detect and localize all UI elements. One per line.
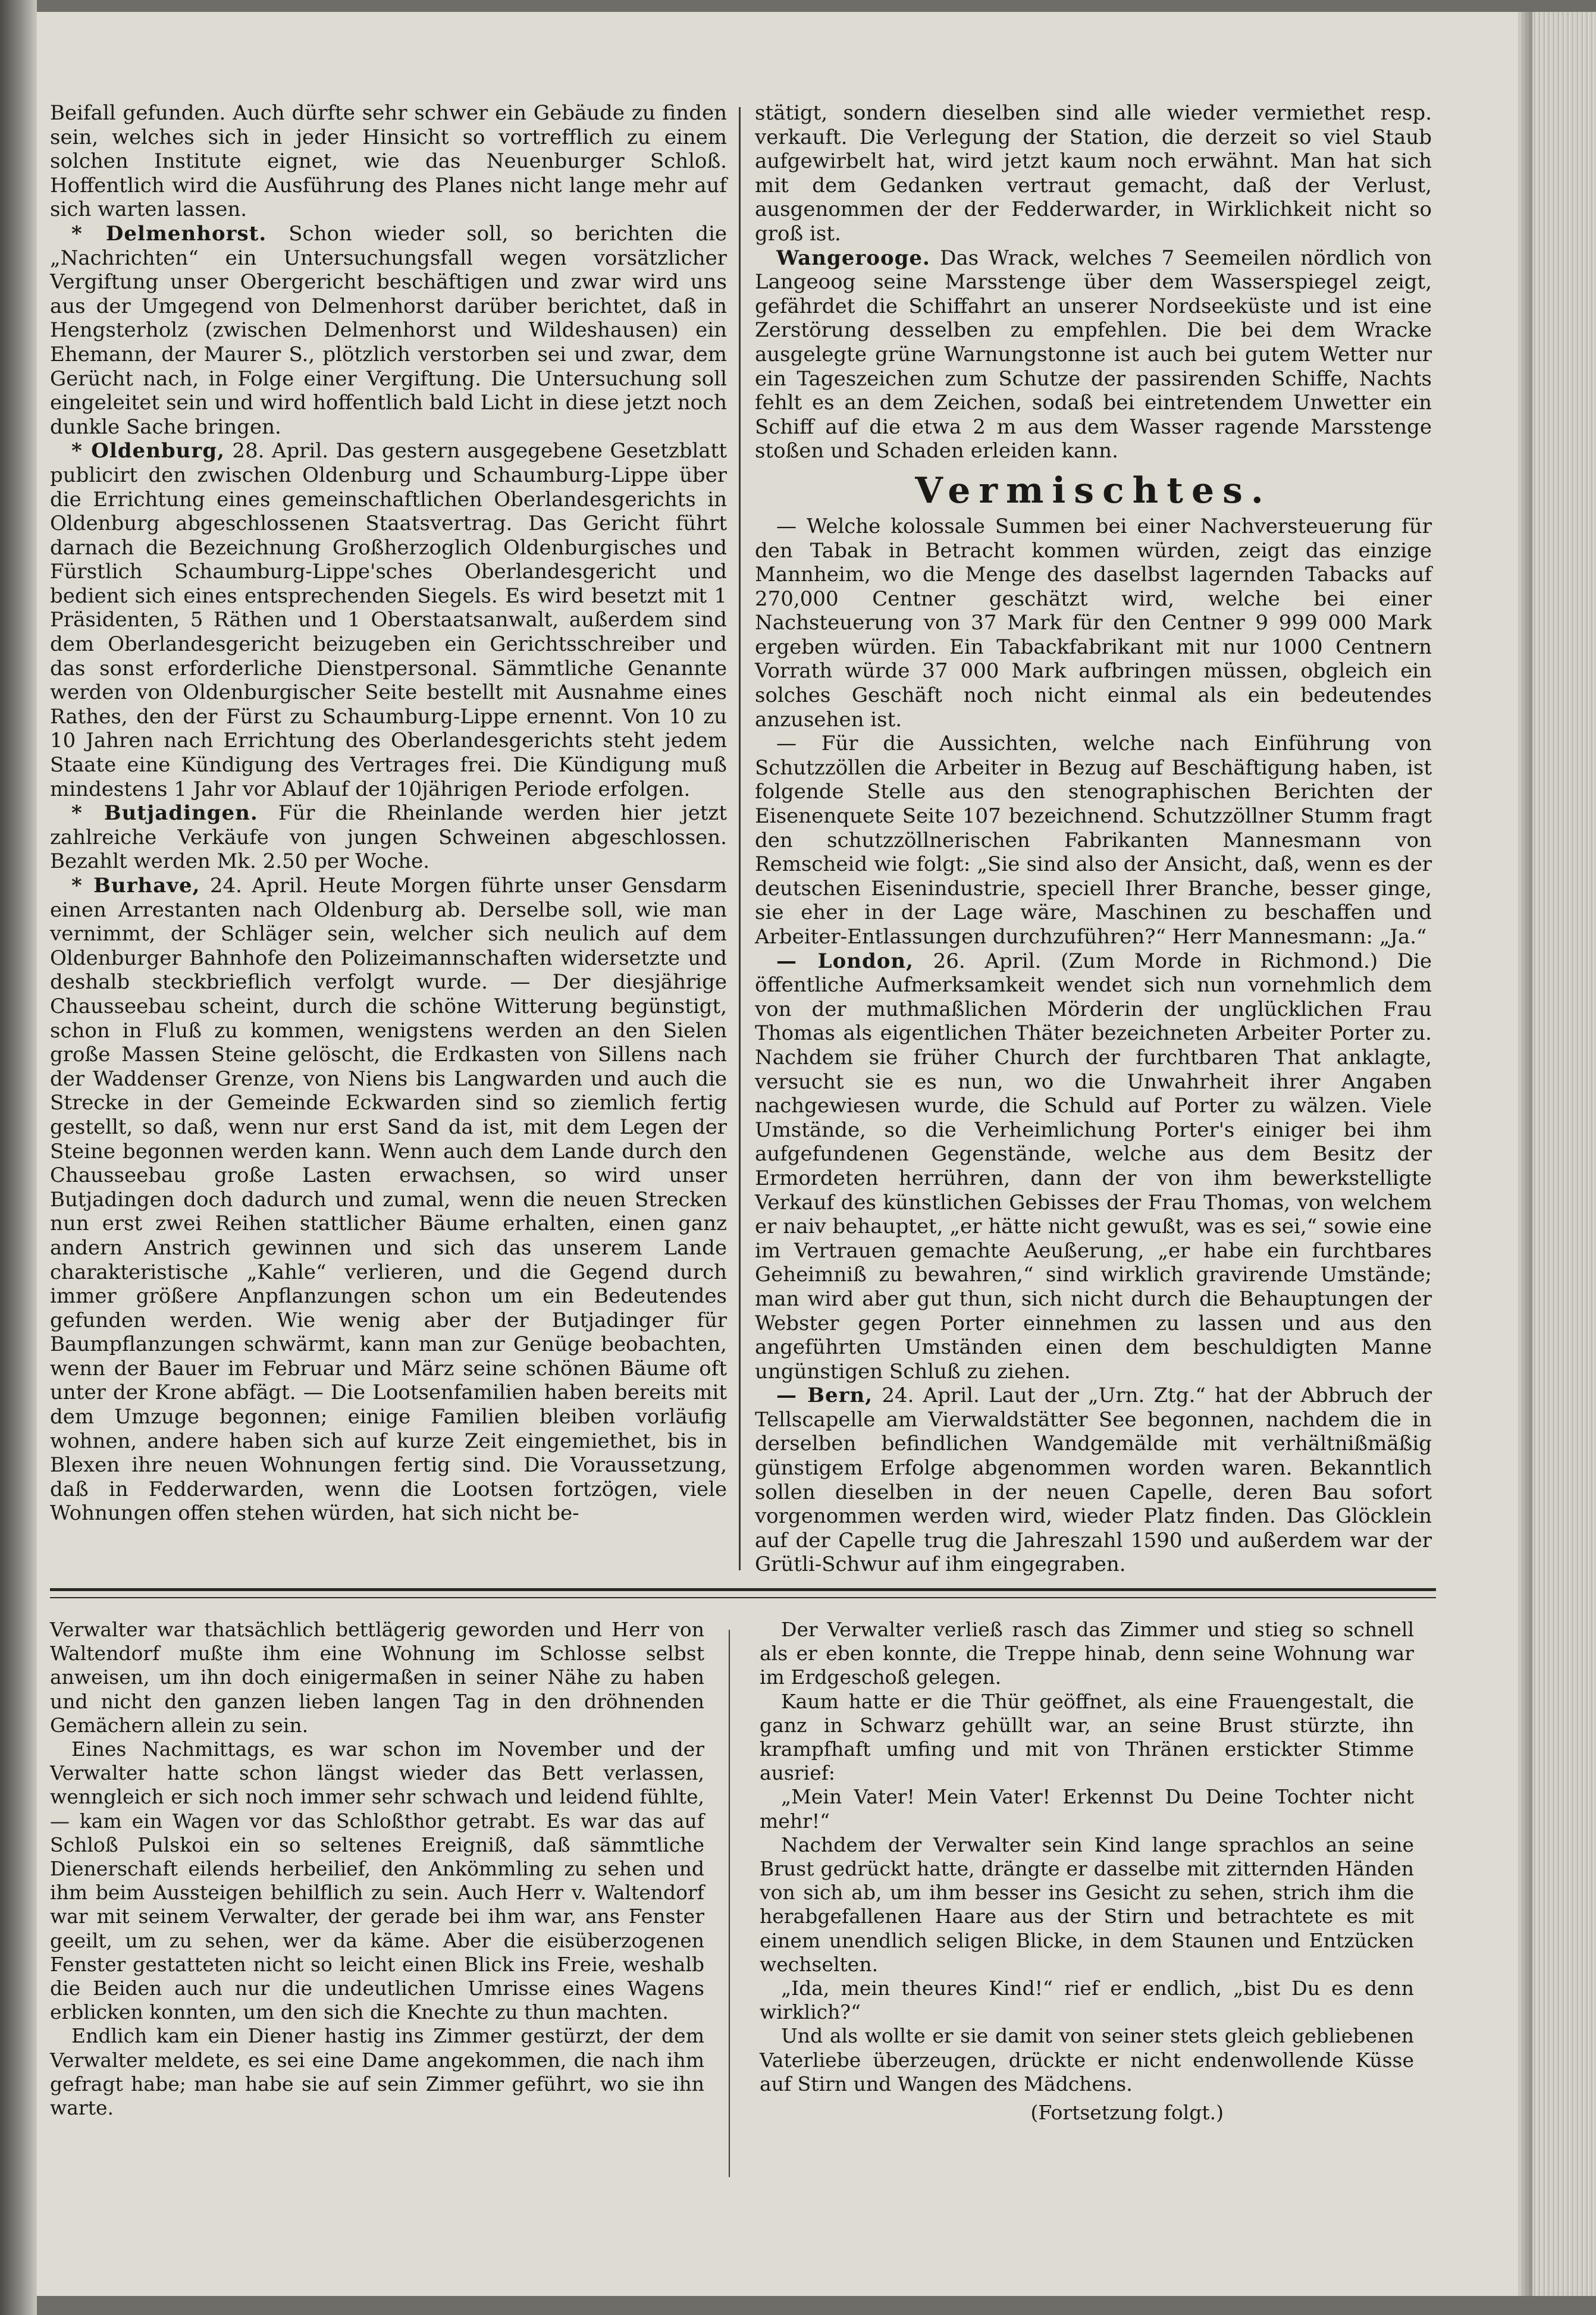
right-news-column	[755, 101, 1432, 1577]
feuilleton-column-divider	[729, 1630, 730, 2177]
feuilleton-paragraph: Und als wollte er sie damit von seiner stets gleich gebliebenen Vaterliebe überzeugen, drückte er nicht endenwollende Küsse auf Stirn und Wangen des Mädchens.	[760, 2024, 1414, 2096]
dateline-london: — London,	[776, 949, 914, 973]
article-tabak: — Welche kolossale Summen bei einer Nachversteuerung für den Tabak in Betracht kommen würden, zeigt das einzige Mannheim, wo die Menge des daselbst lagernden Tabacks auf 270,000 Centner geschätzt wird, welche bei einer Nachsteuerung von 37 Mark für den Centner 9 999 000 Mark ergeben würden. Ein Tabackfabrikant mit nur 1000 Centnern Vorrath würde 37 000 Mark aufbringen müssen, obgleich ein solches Geschäft noch nicht einmal als ein bedeutendes anzusehen ist.	[755, 514, 1432, 732]
article-continuation-right: stätigt, sondern dieselben sind alle wieder vermiethet resp. verkauft. Die Verlegung der Station, die derzeit so viel Staub aufgewirbelt hat, wird jetzt kaum noch erwähnt. Man hat sich mit dem Gedanken vertraut gemacht, daß der Verlust, ausgenommen der der Fedderwarder, in Wirklichkeit nicht so groß ist.	[755, 101, 1432, 246]
feuilleton-paragraph: Endlich kam ein Diener hastig ins Zimmer gestürzt, der dem Verwalter meldete, es sei eine Dame angekommen, die nach ihm gefragt habe; man habe sie auf sein Zimmer geführt, wo sie ihn warte.	[50, 2024, 704, 2120]
article-bern-text: 24. April. Laut der „Urn. Ztg.“ hat der Abbruch der Tellscapelle am Vierwaldstätter See begonnen, nachdem die in derselben befindlichen Wandgemälde mit verhältnißmäßig günstigem Erfolge abgenommen worden waren. Bekanntlich sollen dieselben in der neuen Capelle, deren Bau sofort vorgenommen werden wird, wieder Platz finden. Das Glöcklein auf der Capelle trug die Jahreszahl 1590 und außerdem war der Grütli-Schwur auf ihm eingegraben.	[755, 1384, 1432, 1577]
page-edges	[1518, 12, 1596, 2296]
newspaper-page	[37, 12, 1518, 2296]
article-burhave-text: 24. April. Heute Morgen führte unser Gensdarm einen Arrestanten nach Oldenburg ab. Derselbe soll, wie man vernimmt, der Schläger sein, welcher sich neulich auf dem Oldenburger Bahnhofe den Polizeimannschaften widersetzte und deshalb steckbrieflich verfolgt wurde. — Der diesjährige Chausseebau scheint, durch die schöne Witterung begünstigt, schon in Fluß zu kommen, wenigstens werden an den Sielen große Massen Steine gelöscht, die Erdkasten von Sillens nach der Waddenser Grenze, von Niens bis Langwarden und auch die Strecke in der Gemeinde Eckwarden sind so ziemlich fertig gestellt, so daß, wenn nur erst Sand da ist, mit dem Legen der Steine begonnen werden kann. Wenn auch dem Lande durch den Chausseebau große Lasten erwachsen, so wird unser Butjadingen doch dadurch und zumal, wenn die neuen Strecken nun erst zwei Reihen stattlicher Bäume erhalten, einen ganz andern Anstrich gewinnen und sich das unserem Lande charakteristische „Kahle“ verlieren, und die Gegend durch immer größere Anpflanzungen schon um ein Bedeutendes gefunden werden. Wie wenig aber der Butjadinger für Baumpflanzungen schwärmt, kann man zur Genüge beobachten, wenn der Bauer im Februar und März seine schönen Bäume oft unter der Krone abfägt. — Die Lootsenfamilien haben bereits mit dem Umzuge begonnen; einige Familien bleiben vorläufig wohnen, andere haben sich auf kurze Zeit eingemiethet, bis in Blexen ihre neuen Wohnungen fertig sind. Die Voraussetzung, daß in Fedderwarden, wenn die Lootsen fortzögen, viele Wohnungen offen stehen würden, hat sich nicht be-	[50, 874, 728, 1526]
feuilleton-left-column	[50, 1618, 704, 2120]
article-burhave	[50, 874, 727, 1526]
continued-note: (Fortsetzung folgt.)	[1030, 2101, 1224, 2125]
column-divider	[739, 107, 741, 1570]
article-butjadingen	[50, 801, 727, 874]
feuilleton-paragraph: „Ida, mein theures Kind!“ rief er endlich, „bist Du es denn wirklich?“	[760, 1977, 1414, 2024]
article-delmenhorst-text: Schon wieder soll, so berichten die „Nachrichten“ ein Untersuchungsfall wegen vorsätzlicher Vergiftung unser Obergericht beschäftigen und zwar wird uns aus der Umgegend von Delmenhorst darüber berichtet, daß in Hengsterholz (zwischen Delmenhorst und Wildeshausen) ein Ehemann, der Maurer S., plötzlich verstorben sei und zwar, dem Gerücht nach, in Folge einer Vergiftung. Die Untersuchung soll eingeleitet sein und wird hoffentlich bald Licht in diese jetzt noch dunkle Sache bringen.	[50, 221, 727, 439]
feuilleton-paragraph: Kaum hatte er die Thür geöffnet, als eine Frauengestalt, die ganz in Schwarz gehüllt war, an seine Brust stürzte, ihn krampfhaft umfing und mit von Thränen erstickter Stimme ausrief:	[760, 1689, 1414, 1785]
section-title: Vermischtes.	[915, 469, 1272, 512]
feuilleton-paragraph: Nachdem der Verwalter sein Kind lange sprachlos an seine Brust gedrückt hatte, drängte er dasselbe mit zitternden Händen von sich ab, um ihm besser ins Gesicht zu sehen, strich ihm die herabgefallenen Haare aus der Stirn und betrachtete es mit einem unendlich seligen Blicke, in dem Staunen und Entzücken wechselten.	[760, 1833, 1414, 1976]
dateline-burhave: * Burhave,	[71, 874, 200, 898]
article-oldenburg-text: 28. April. Das gestern ausgegebene Gesetzblatt publicirt den zwischen Oldenburg und Schaumburg-Lippe über die Errichtung eines gemeinschaftlichen Oberlandesgerichts in Oldenburg abgeschlossenen Staatsvertrag. Das Gericht führt darnach die Bezeichnung Großherzoglich Oldenburgisches und Fürstlich Schaumburg-Lippe'sches Oberlandesgericht und bedient sich eines entsprechenden Siegels. Es wird besetzt mit 1 Präsidenten, 5 Räthen und 1 Oberstaatsanwalt, außerdem sind dem Oberlandesgericht beizugeben ein Gerichtsschreiber und das sonst erforderliche Dienstpersonal. Sämmtliche Genannte werden von Oldenburgischer Seite bestellt mit Ausnahme eines Rathes, den der Fürst zu Schaumburg-Lippe ernennt. Von 10 zu 10 Jahren nach Errichtung des Oberlandesgerichts steht jedem Staate eine Kündigung des Vertrages frei. Die Kündigung muß mindestens 1 Jahr vor Ablauf der 10jährigen Periode erfolgen.	[50, 439, 728, 801]
article-delmenhorst	[50, 222, 727, 439]
article-continuation: Beifall gefunden. Auch dürfte sehr schwer ein Gebäude zu finden sein, welches sich in jeder Hinsicht so vortrefflich zu einem solchen Institute eignet, wie das Neuenburger Schloß. Hoffentlich wird die Ausführung des Planes nicht lange mehr auf sich warten lassen.	[50, 101, 727, 222]
dateline-wangerooge: Wangerooge.	[776, 246, 930, 270]
book-spine	[0, 0, 37, 2315]
dateline-delmenhorst: * Delmenhorst.	[71, 221, 267, 246]
article-london-text: 26. April. (Zum Morde in Richmond.) Die öffentliche Aufmerksamkeit wendet sich nun vornehmlich dem von der muthmaßlichen Mörderin der unglücklichen Frau Thomas als eigentlichen Thäter bezeichneten Arbeiter Porter zu. Nachdem sie früher Church der furchtbaren That anklagte, versucht sie es nun, wo die Unwahrheit ihrer Angaben nachgewiesen wurde, die Schuld auf Porter zu wälzen. Viele Umstände, so die Verheimlichung Porter's einiger bei ihm aufgefundenen Gegenstände, welche aus dem Besitz der Ermordeten herrühren, dann der von ihm bewerkstelligte Verkauf des künstlichen Gebisses der Frau Thomas, von welchem er naiv behauptet, „er hätte nicht gewußt, was es sei,“ sowie eine im Vertrauen gemachte Aeußerung, „er habe ein furchtbares Geheimniß zu bewahren,“ sind wirklich gravirende Umstände; man wird aber gut thun, sich nicht durch die Behauptungen der Webster gegen Porter einnehmen zu lassen und aus den angeführten Umständen einen dem beschuldigten Manne ungünstigen Schluß zu ziehen.	[755, 949, 1432, 1384]
feuilleton-paragraph: Eines Nachmittags, es war schon im November und der Verwalter hatte schon längst wieder das Bett verlassen, wenngleich er sich noch immer sehr schwach und leidend fühlte, — kam ein Wagen vor das Schloßthor getrabt. Es war das auf Schloß Pulskoi ein so seltenes Ereigniß, daß sämmtliche Dienerschaft eilends herbeilief, den Ankömmling zu sehen und ihm beim Aussteigen behilflich zu sein. Auch Herr v. Waltendorf war mit seinem Verwalter, der gerade bei ihm war, ans Fenster geeilt, um zu sehen, wer da käme. Aber die eisüberzogenen Fenster gestatteten nicht so leicht einen Blick ins Freie, weshalb die Beiden auch nur die undeutlichen Umrisse eines Wagens erblicken konnten, um den sich die Knechte zu thun machten.	[50, 1737, 704, 2024]
dateline-oldenburg: * Oldenburg,	[71, 439, 225, 463]
feuilleton-paragraph: Der Verwalter verließ rasch das Zimmer und stieg so schnell als er eben konnte, die Treppe hinab, denn seine Wohnung war im Erdgeschoß gelegen.	[760, 1618, 1414, 1689]
article-schutzzoll: — Für die Aussichten, welche nach Einführung von Schutzzöllen die Arbeiter in Bezug auf Beschäftigung haben, ist folgende Stelle aus den stenographischen Berichten der Eisenenquete Seite 107 bezeichnend. Schutzzöllner Stumm fragt den schutzzöllnerischen Fabrikanten Mannesmann von Remscheid wie folgt: „Sie sind also der Ansicht, daß, wenn es der deutschen Eisenindustrie, speciell Ihrer Branche, besser ginge, sie eher in der Lage wäre, Maschinen zu beschaffen und Arbeiter-Entlassungen durchzuführen?“ Herr Mannesmann: „Ja.“	[755, 732, 1432, 949]
feuilleton-paragraph: Verwalter war thatsächlich bettlägerig geworden und Herr von Waltendorf mußte ihm eine Wohnung im Schlosse selbst anweisen, um ihn doch einigermaßen in seiner Nähe zu haben und nicht den ganzen lieben langen Tag in den dröhnenden Gemächern allein zu sein.	[50, 1618, 704, 1737]
dateline-butjadingen: * Butjadingen.	[71, 801, 258, 826]
feuilleton-paragraph: „Mein Vater! Mein Vater! Erkennst Du Deine Tochter nicht mehr!“	[760, 1785, 1414, 1833]
article-oldenburg	[50, 439, 727, 801]
article-wangerooge	[755, 246, 1432, 463]
dateline-bern: — Bern,	[776, 1384, 873, 1408]
article-london	[755, 949, 1432, 1384]
feuilleton-right-column	[760, 1618, 1414, 2125]
left-news-column	[50, 101, 727, 1526]
article-bern	[755, 1384, 1432, 1577]
article-wangerooge-text: Das Wrack, welches 7 Seemeilen nördlich von Langeoog seine Marsstenge über dem Wasserspiegel zeigt, gefährdet die Schiffahrt an unserer Nordseeküste und ist eine Zerstörung desselben zu empfehlen. Die bei dem Wracke ausgelegte grüne Warnungstonne ist auch bei gutem Wetter nur ein Tageszeichen zum Schutze der passirenden Schiffe, Nachts fehlt es an dem Zeichen, sodaß bei eintretendem Unwetter ein Schiff auf die etwa 2 m aus dem Wasser ragende Marsstenge stoßen und Schaden erleiden kann.	[755, 246, 1432, 463]
feuilleton-divider	[50, 1588, 1436, 1598]
article-butjadingen-text: Für die Rheinlande werden hier jetzt zahlreiche Verkäufe von jungen Schweinen abgeschlossen. Bezahlt werden Mk. 2.50 per Woche.	[50, 801, 727, 874]
